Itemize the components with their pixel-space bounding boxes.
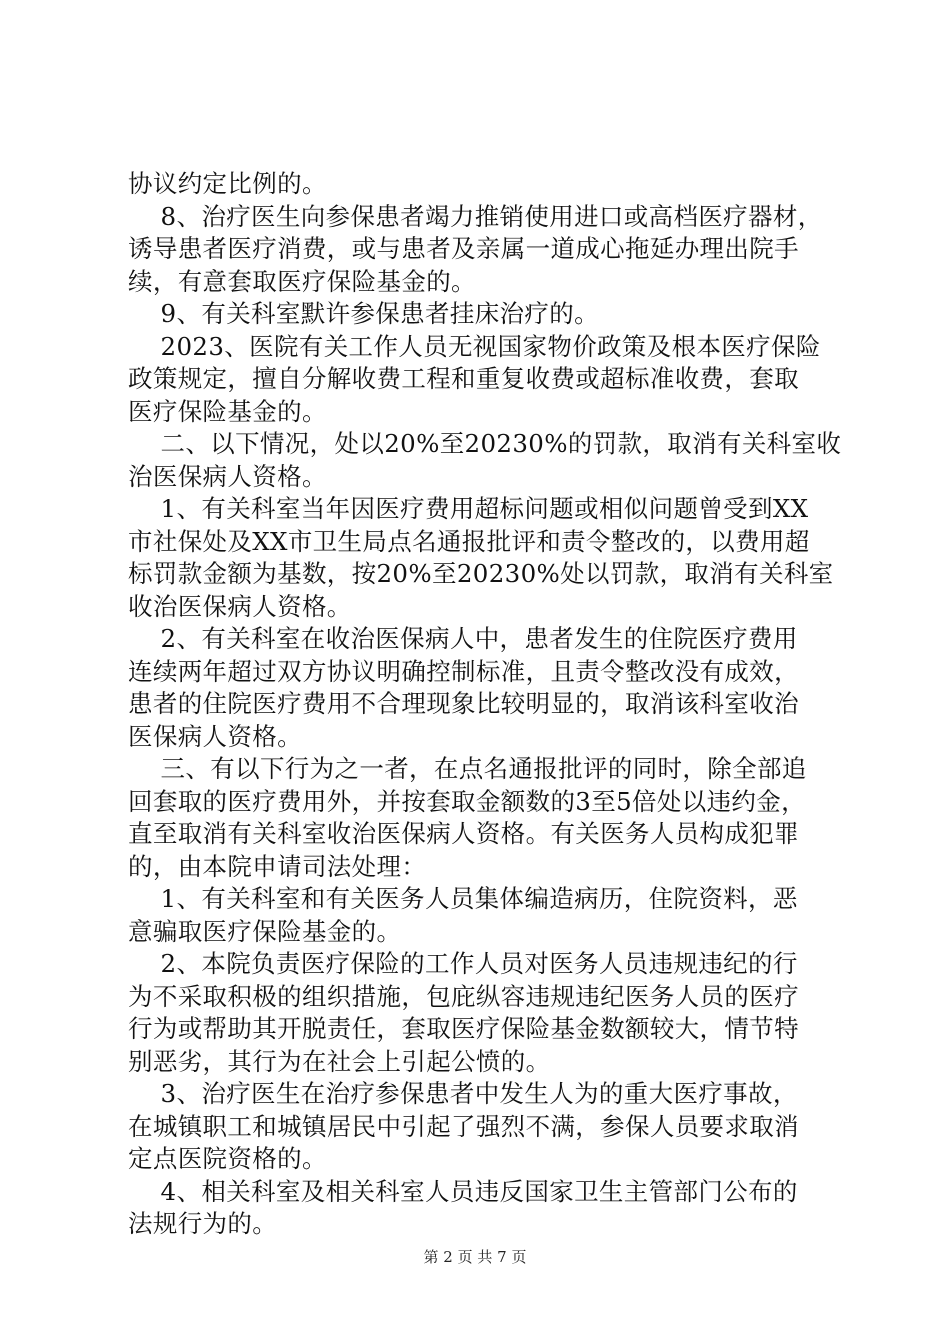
text-line: 连续两年超过双方协议明确控制标准，且责令整改没有成效， (128, 656, 799, 686)
text-line: 定点医院资格的。 (128, 1144, 327, 1173)
text-line: 1、有关科室和有关医务人员集体编造病历，住院资料，恶 (128, 884, 798, 913)
text-line: 2023、医院有关工作人员无视国家物价政策及根本医疗保险 (128, 331, 821, 361)
text-line: 为不采取积极的组织措施，包庇纵容违规违纪医务人员的医疗 (128, 981, 799, 1011)
text-line: 2、有关科室在收治医保病人中，患者发生的住院医疗费用 (128, 624, 798, 653)
document-body (128, 168, 842, 1241)
text-line: 二、以下情况，处以20%至20230%的罚款，取消有关科室收 (128, 429, 842, 458)
text-line: 直至取消有关科室收治医保病人资格。有关医务人员构成犯罪 (128, 819, 799, 848)
text-line: 1、有关科室当年因医疗费用超标问题或相似问题曾受到XX (128, 494, 809, 523)
text-line: 9、有关科室默许参保患者挂床治疗的。 (128, 299, 599, 328)
text-line: 续，有意套取医疗保险基金的。 (128, 266, 476, 296)
text-line: 治医保病人资格。 (128, 461, 327, 491)
text-line: 4、相关科室及相关科室人员违反国家卫生主管部门公布的 (128, 1176, 798, 1206)
text-line: 患者的住院医疗费用不合理现象比较明显的，取消该科室收治 (128, 689, 799, 718)
text-line: 别恶劣，其行为在社会上引起公愤的。 (128, 1046, 551, 1076)
text-line: 法规行为的。 (128, 1209, 278, 1238)
text-line: 的，由本院申请司法处理： (128, 851, 427, 881)
text-line: 市社保处及XX市卫生局点名通报批评和责令整改的，以费用超 (128, 526, 810, 556)
text-line: 标罚款金额为基数，按20%至20230%处以罚款，取消有关科室 (128, 559, 834, 588)
text-line: 医疗保险基金的。 (128, 396, 327, 426)
text-line: 回套取的医疗费用外，并按套取金额数的3至5倍处以违约金， (128, 786, 806, 816)
text-line: 政策规定，擅自分解收费工程和重复收费或超标准收费，套取 (128, 364, 799, 393)
text-line: 2、本院负责医疗保险的工作人员对医务人员违规违纪的行 (128, 949, 798, 978)
text-line: 收治医保病人资格。 (128, 591, 352, 621)
text-line: 3、治疗医生在治疗参保患者中发生人为的重大医疗事故， (128, 1079, 798, 1108)
text-line: 三、有以下行为之一者，在点名通报批评的同时，除全部追 (128, 754, 807, 783)
text-line: 8、治疗医生向参保患者竭力推销使用进口或高档医疗器材， (128, 201, 823, 231)
text-line: 协议约定比例的。 (128, 169, 327, 198)
text-line: 在城镇职工和城镇居民中引起了强烈不满，参保人员要求取消 (128, 1111, 799, 1141)
text-line: 意骗取医疗保险基金的。 (128, 916, 402, 946)
text-line: 行为或帮助其开脱责任，套取医疗保险基金数额较大，情节特 (128, 1014, 799, 1043)
page-footer: 第 2 页 共 7 页 (423, 1248, 527, 1266)
text-line: 医保病人资格。 (128, 721, 302, 751)
text-line: 诱导患者医疗消费，或与患者及亲属一道成心拖延办理出院手 (128, 234, 799, 263)
